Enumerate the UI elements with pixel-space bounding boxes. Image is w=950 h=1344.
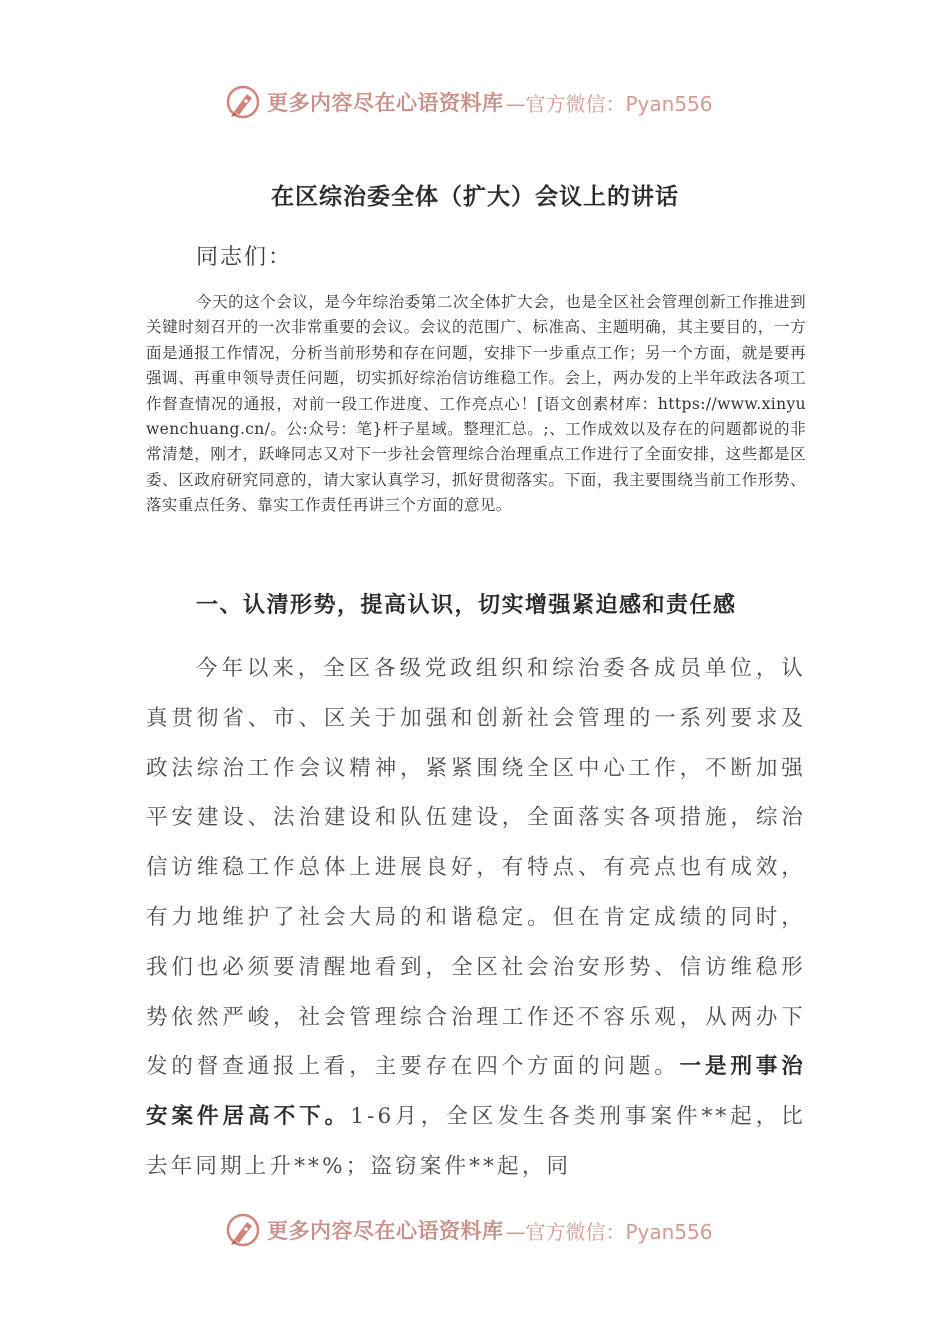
pen-nib-logo-icon — [225, 1212, 261, 1248]
banner-slogan: 更多内容尽在心语资料库 — [267, 1218, 504, 1243]
intro-paragraph: 今天的这个会议，是今年综治委第二次全体扩大会，也是全区社会管理创新工作推进到关键时刻召开的一次非常重要的会议。会议的范围广、标准高、主题明确，其主要目的，一方面是通报工作情况，分析当前形势和存在问题，安排下一步重点工作；另一个方面，就是要再强调、再重申领导责任问题，切实抓好综治信访维稳工作。会上，两办发的上半年政法各项工作督查情况的通报，对前一段工作进度、工作亮点心！[语文创素材库：https://www.xinyuwenchuang.cn/。公:众号：笔}杆子星域。整理汇总。;、工作成效以及存在的问题都说的非常清楚，刚才，跃峰同志又对下一步社会管理综合治理重点工作进行了全面安排，这些都是区委、区政府研究同意的，请大家认真学习，抓好贯彻落实。下面，我主要围绕当前工作形势、落实重点任务、靠实工作责任再讲三个方面的意见。 — [146, 293, 806, 515]
salutation: 同志们： — [196, 245, 293, 270]
body-text-part1: 今年以来，全区各级党政组织和综治委各成员单位，认真贯彻省、市、区关于加强和创新社会管理的一系列要求及政法综治工作会议精神，紧紧围绕全区中心工作，不断加强平安建设、法治建设和队伍建设，全面落实各项措施，综治信访维稳工作总体上进展良好，有特点、有亮点也有成效，有力地维护了社会大局的和谐稳定。但在肯定成绩的同时，我们也必须要清醒地看到，全区社会治安形势、信访维稳形势依然严峻，社会管理综合治理工作还不容乐观，从两办下发的督查通报上看，主要存在四个方面的问题。 — [146, 656, 806, 1080]
banner-contact: —官方微信：Pyan556 — [505, 91, 713, 116]
footer-banner — [225, 1210, 745, 1250]
header-banner — [225, 82, 745, 122]
body-paragraph — [146, 644, 806, 1192]
document-title: 在区综治委全体（扩大）会议上的讲话 — [271, 183, 679, 210]
body-text-part2: 1-6月，全区发生各类刑事案件**起，比去年同期上升**%；盗窃案件**起，同 — [146, 1104, 807, 1179]
pen-nib-logo-icon — [225, 84, 261, 120]
body-bold-point: 一是刑事治安案件居高不下。 — [146, 1054, 806, 1130]
banner-contact: —官方微信：Pyan556 — [505, 1219, 713, 1244]
section-heading: 一、认清形势，提高认识，切实增强紧迫感和责任感 — [196, 592, 737, 618]
banner-slogan: 更多内容尽在心语资料库 — [267, 90, 504, 115]
